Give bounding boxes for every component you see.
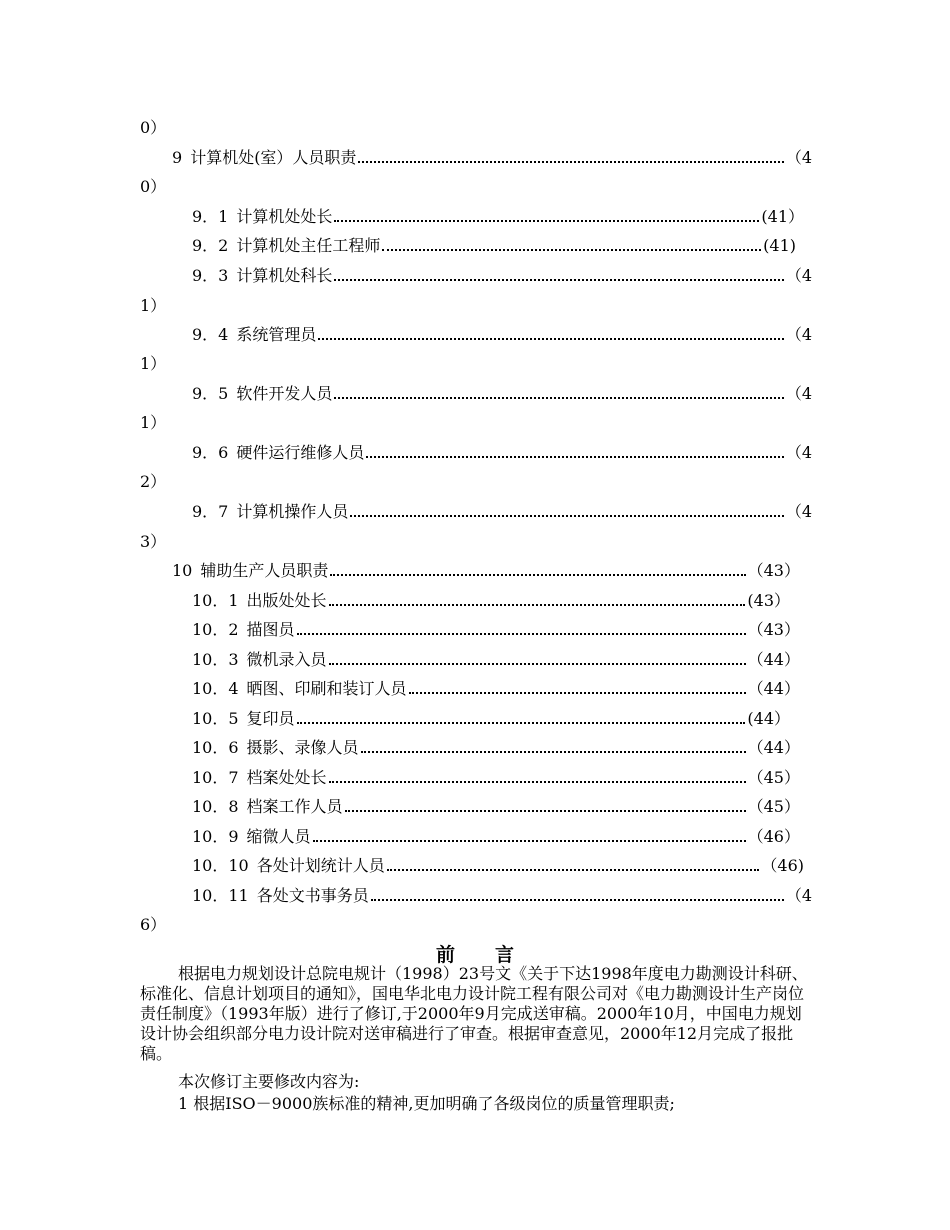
- toc-leader: [345, 809, 746, 812]
- toc-item[interactable]: 9．7 计算机操作人员 （4: [192, 502, 812, 521]
- toc-item[interactable]: 10．3 微机录入员 （44）: [192, 650, 800, 669]
- toc-item[interactable]: 10．8 档案工作人员 （45）: [192, 797, 800, 816]
- toc-item[interactable]: 9 计算机处(室）人员职责 （4: [172, 148, 812, 167]
- toc-item[interactable]: 9．3 计算机处科长 （4: [192, 266, 812, 285]
- toc-leader: [371, 898, 784, 901]
- toc-leader: [318, 337, 783, 340]
- toc-leader: [350, 514, 783, 517]
- toc-wrap-line: 1）: [140, 354, 167, 373]
- toc-item[interactable]: 10 辅助生产人员职责 （43）: [172, 561, 800, 580]
- toc-leader: [361, 750, 746, 753]
- toc-leader: [334, 278, 783, 281]
- toc-wrap-line: 0）: [140, 118, 167, 137]
- toc-item[interactable]: 10．5 复印员 (44）: [192, 709, 790, 728]
- toc-leader: [329, 603, 746, 606]
- toc-leader: [329, 780, 746, 783]
- preface-paragraph: 1 根据ISO－9000族标准的精神,更加明确了各级岗位的质量管理职责;: [178, 1094, 675, 1113]
- toc-wrap-line: 0）: [140, 177, 167, 196]
- preface-paragraph: 本次修订主要修改内容为:: [178, 1072, 360, 1091]
- toc-item[interactable]: 10．4 晒图、印刷和装订人员 （44）: [192, 679, 800, 698]
- toc-wrap-line: 3）: [140, 532, 167, 551]
- toc-item[interactable]: 10．6 摄影、录像人员 （44）: [192, 738, 800, 757]
- toc-leader: [297, 632, 746, 635]
- toc-leader: [387, 868, 760, 871]
- toc-leader: [366, 455, 783, 458]
- preface-heading: 前言: [435, 944, 554, 966]
- toc-item[interactable]: 9．2 计算机处主任工程师 (41): [192, 236, 796, 255]
- toc-wrap-line: 2）: [140, 472, 167, 491]
- toc-wrap-line: 1）: [140, 296, 167, 315]
- toc-leader: [358, 160, 783, 163]
- toc-item[interactable]: 10．10 各处计划统计人员 （46): [192, 856, 804, 875]
- toc-item[interactable]: 10．1 出版处处长 (43）: [192, 591, 790, 610]
- toc-item[interactable]: 9．6 硬件运行维修人员 （4: [192, 443, 812, 462]
- toc-leader: [334, 219, 759, 222]
- toc-wrap-line: 6）: [140, 915, 167, 934]
- toc-item[interactable]: 10．9 缩微人员 （46）: [192, 827, 800, 846]
- toc-leader: [330, 573, 745, 576]
- toc-leader: [334, 396, 783, 399]
- toc-item[interactable]: 10．2 描图员 （43）: [192, 620, 800, 639]
- toc-leader: [313, 839, 746, 842]
- toc-leader: [297, 721, 746, 724]
- toc-leader: [329, 662, 746, 665]
- preface-paragraph: 根据电力规划设计总院电规计（1998）23号文《关于下达1998年度电力勘测设计科研、标准化、信息计划项目的通知》，国电华北电力设计院工程有限公司对《电力勘测设计生产岗位责任制度》（1993年版）进行了修订,于2000年9月完成送审稿。2000年10月，中国电力规划设计协会组织部分电力设计院对送审稿进行了审查。根据审查意见，2000年12月完成了报批稿。: [140, 964, 808, 1063]
- toc-item[interactable]: 10．7 档案处处长 （45）: [192, 768, 800, 787]
- toc-leader: [382, 248, 761, 251]
- toc-item[interactable]: 9．4 系统管理员 （4: [192, 325, 812, 344]
- toc-item[interactable]: 10．11 各处文书事务员 （4: [192, 886, 812, 905]
- toc-leader: [409, 691, 746, 694]
- toc-item[interactable]: 9．1 计算机处处长 (41）: [192, 207, 804, 226]
- toc-wrap-line: 1）: [140, 413, 167, 432]
- toc-item[interactable]: 9．5 软件开发人员 （4: [192, 384, 812, 403]
